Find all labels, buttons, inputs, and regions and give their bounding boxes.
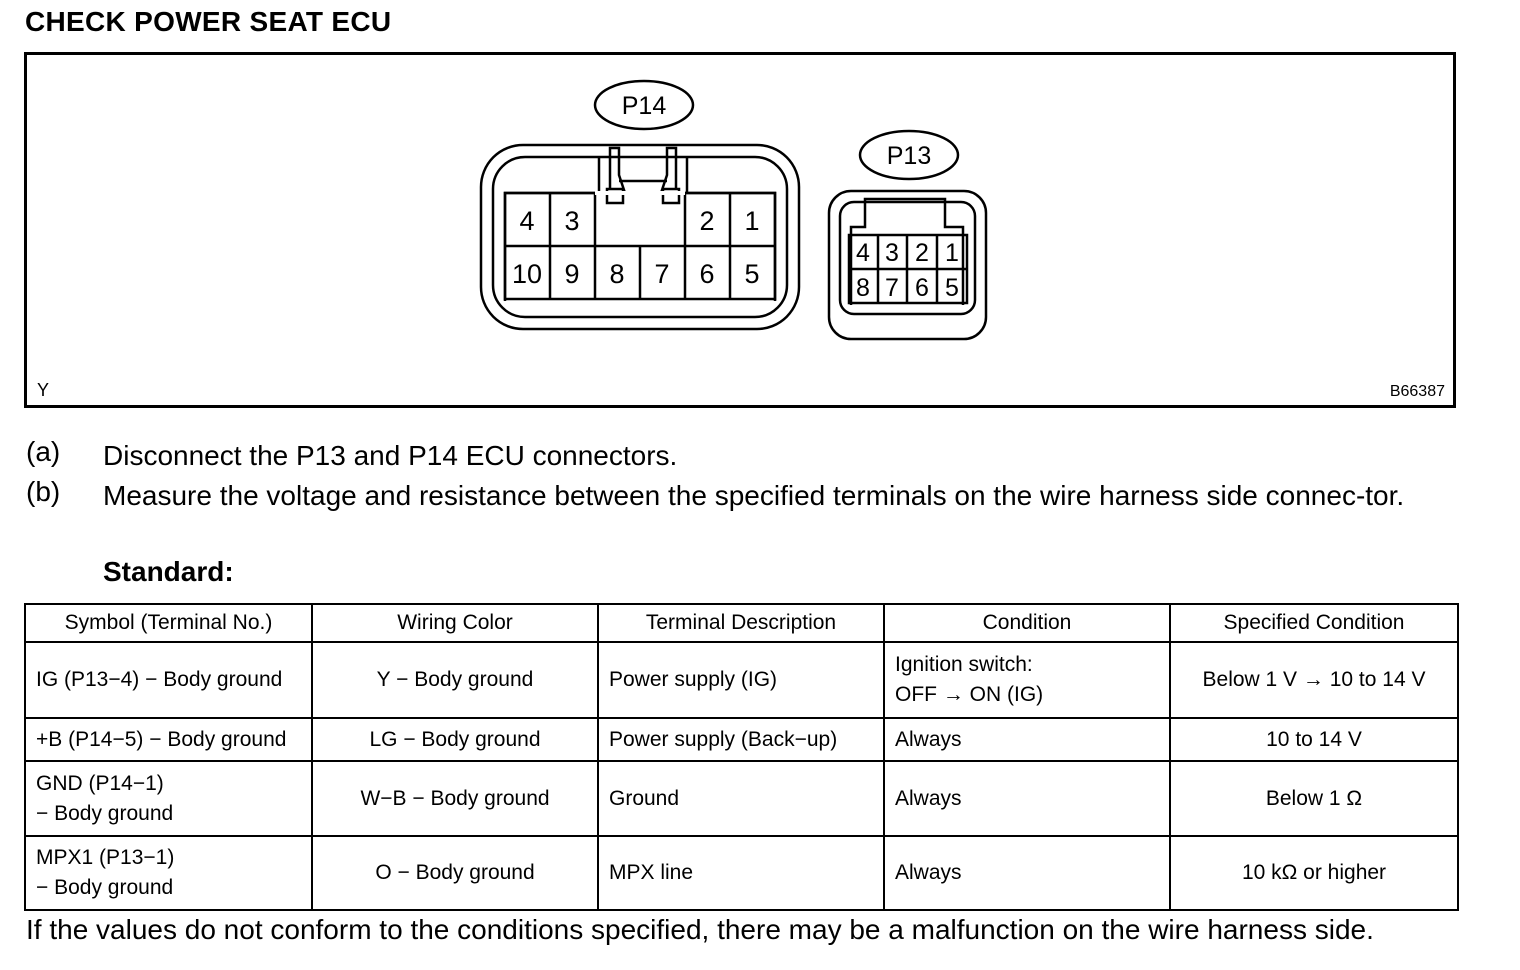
cell-description: Ground [598,761,884,836]
p14-pin-8: 8 [609,259,625,289]
p13-pin-6: 6 [915,274,929,302]
p14-pin-10: 10 [511,259,543,289]
cell-condition: Ignition switch: OFF → ON (IG) [884,642,1170,718]
cell-wiring-color: LG − Body ground [312,718,598,761]
p13-pin-3: 3 [885,239,899,267]
cell-symbol: +B (P14−5) − Body ground [25,718,312,761]
cell-symbol: IG (P13−4) − Body ground [25,642,312,718]
table-header-row [25,604,1458,642]
cell-description: MPX line [598,836,884,910]
p13-pin-8: 8 [856,274,870,302]
p14-connector [481,145,799,329]
cell-condition: Always [884,718,1170,761]
cell-wiring-color: Y − Body ground [312,642,598,718]
p13-label: P13 [886,142,932,170]
cell-condition: Always [884,761,1170,836]
step-label: (a) [26,436,61,467]
figure-id: B66387 [1389,383,1445,400]
step-label: (b) [26,476,61,507]
cell-description: Power supply (Back−up) [598,718,884,761]
standard-table [24,603,1459,911]
header-wiring-color: Wiring Color [312,604,598,642]
cell-specified-condition: Below 1 V → 10 to 14 V [1170,642,1458,718]
p14-label: P14 [621,92,667,120]
table-row [25,761,1458,836]
cell-specified-condition: 10 kΩ or higher [1170,836,1458,910]
p13-pin-5: 5 [945,274,959,302]
table-row [25,642,1458,718]
step-text: Disconnect the P13 and P14 ECU connectors. [103,440,678,471]
header-symbol: Symbol (Terminal No.) [25,604,312,642]
cell-specified-condition: 10 to 14 V [1170,718,1458,761]
figure-corner-label: Y [37,380,50,400]
p14-pin-7: 7 [654,259,670,289]
cell-condition: Always [884,836,1170,910]
p14-pin-5: 5 [744,259,760,289]
p14-pin-1: 1 [744,206,760,236]
table-row [25,718,1458,761]
header-condition: Condition [884,604,1170,642]
p14-pin-2: 2 [699,206,715,236]
cell-symbol: MPX1 (P13−1) − Body ground [25,836,312,910]
p14-pin-3: 3 [564,206,580,236]
cell-wiring-color: W−B − Body ground [312,761,598,836]
page-title: CHECK POWER SEAT ECU [25,6,392,37]
header-terminal-description: Terminal Description [598,604,884,642]
cell-wiring-color: O − Body ground [312,836,598,910]
cell-description: Power supply (IG) [598,642,884,718]
p14-pin-6: 6 [699,259,715,289]
p14-pin-4: 4 [519,206,535,236]
p14-pin-9: 9 [564,259,580,289]
p13-pin-7: 7 [885,274,899,302]
table-row [25,836,1458,910]
cell-specified-condition: Below 1 Ω [1170,761,1458,836]
connector-figure [24,52,1456,408]
cell-symbol: GND (P14−1) − Body ground [25,761,312,836]
p13-pin-4: 4 [856,239,870,267]
p13-pin-2: 2 [915,239,929,267]
footer-note: If the values do not conform to the conditions specified, there may be a malfunction on the wire harness side. [26,914,1374,945]
p13-pin-1: 1 [945,239,959,267]
connector-diagram [27,55,1453,405]
step-text: Measure the voltage and resistance between the specified terminals on the wire harness side connec-tor. [103,480,1405,511]
p13-connector [829,191,986,339]
header-specified-condition: Specified Condition [1170,604,1458,642]
standard-label: Standard: [103,556,234,587]
